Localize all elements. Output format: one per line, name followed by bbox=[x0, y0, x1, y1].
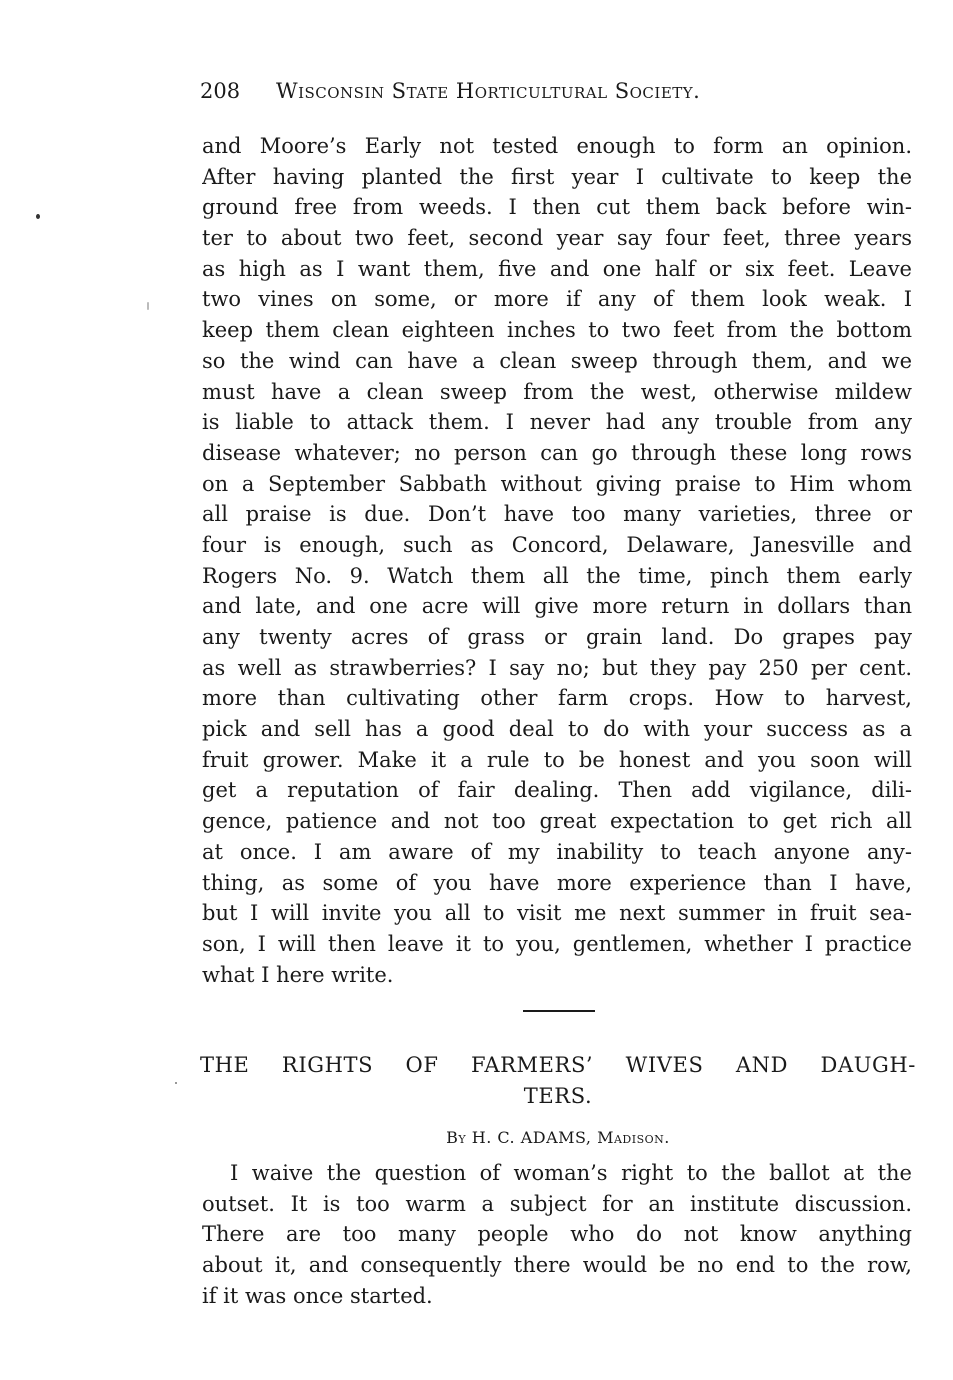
text-line: what I here write. bbox=[202, 962, 394, 987]
text-line: disease whatever; no person can go through these long rows bbox=[202, 440, 912, 465]
byline-prefix: By bbox=[446, 1128, 467, 1147]
article-title-line-1: THE RIGHTS OF FARMERS’ WIVES AND DAUGH- bbox=[200, 1053, 916, 1077]
text-line: outset. It is too warm a subject for an institute discussion. bbox=[202, 1191, 912, 1216]
text-line: There are too many people who do not know anything bbox=[202, 1222, 912, 1247]
article-byline bbox=[200, 1126, 916, 1150]
text-line: on a September Sabbath without giving praise to Him whom bbox=[202, 471, 912, 496]
text-line: as well as strawberries? I say no; but they pay 250 per cent. bbox=[202, 655, 912, 680]
text-line: four is enough, such as Concord, Delaware, Janesville and bbox=[202, 532, 912, 557]
byline-place: Madison. bbox=[597, 1128, 670, 1147]
text-line: Rogers No. 9. Watch them all the time, pinch them early bbox=[202, 563, 912, 588]
text-line: pick and sell has a good deal to do with your success as a bbox=[202, 717, 912, 742]
text-line: must have a clean sweep from the west, otherwise mildew bbox=[202, 379, 912, 404]
text-line: son, I will then leave it to you, gentlemen, whether I practice bbox=[202, 931, 912, 956]
scan-speck bbox=[36, 214, 40, 219]
text-line: all praise is due. Don’t have too many varieties, three or bbox=[202, 502, 912, 527]
text-line: gence, patience and not too great expectation to get rich all bbox=[202, 809, 912, 834]
scan-speck bbox=[147, 302, 149, 310]
running-head bbox=[200, 76, 820, 106]
text-line: two vines on some, or more if any of them look weak. I bbox=[202, 287, 912, 312]
text-line: about it, and consequently there would be no end to the row, bbox=[202, 1253, 912, 1278]
text-line: After having planted the first year I cultivate to keep the bbox=[202, 164, 912, 189]
text-line: but I will invite you all to visit me next summer in fruit sea- bbox=[202, 901, 912, 926]
text-line: fruit grower. Make it a rule to be honest and you soon will bbox=[202, 747, 912, 772]
text-line: keep them clean eighteen inches to two feet from the bottom bbox=[202, 318, 912, 343]
text-line: and late, and one acre will give more return in dollars than bbox=[202, 594, 912, 619]
text-line: any twenty acres of grass or grain land. Do grapes pay bbox=[202, 625, 912, 649]
text-line: if it was once started. bbox=[202, 1283, 433, 1308]
text-line: as high as I want them, five and one half or six feet. Leave bbox=[202, 256, 912, 281]
text-line: ground free from weeds. I then cut them back before win- bbox=[202, 195, 912, 220]
scan-speck bbox=[175, 1082, 177, 1084]
body-paragraph-1 bbox=[202, 131, 912, 990]
text-line: ter to about two feet, second year say four feet, three years bbox=[202, 226, 912, 251]
text-line: is liable to attack them. I never had any trouble from any bbox=[202, 410, 912, 435]
section-divider-rule bbox=[523, 1010, 595, 1012]
text-line: more than cultivating other farm crops. How to harvest, bbox=[202, 686, 912, 711]
text-line: and Moore’s Early not tested enough to form an opinion. bbox=[202, 134, 912, 158]
running-head-title: Wisconsin State Horticultural Society. bbox=[276, 79, 701, 103]
text-line: thing, as some of you have more experience than I have, bbox=[202, 870, 912, 895]
text-line: I waive the question of woman’s right to the ballot at the bbox=[230, 1161, 912, 1185]
byline-author: H. C. ADAMS, bbox=[471, 1128, 592, 1147]
text-line: get a reputation of fair dealing. Then add vigilance, dili- bbox=[202, 778, 912, 803]
text-line: at once. I am aware of my inability to teach anyone any- bbox=[202, 839, 912, 864]
text-line: so the wind can have a clean sweep through them, and we bbox=[202, 348, 912, 373]
page-number: 208 bbox=[200, 79, 241, 103]
article-title bbox=[200, 1050, 916, 1112]
article-title-line-2: TERS. bbox=[523, 1084, 593, 1108]
body-paragraph-2 bbox=[202, 1158, 912, 1311]
